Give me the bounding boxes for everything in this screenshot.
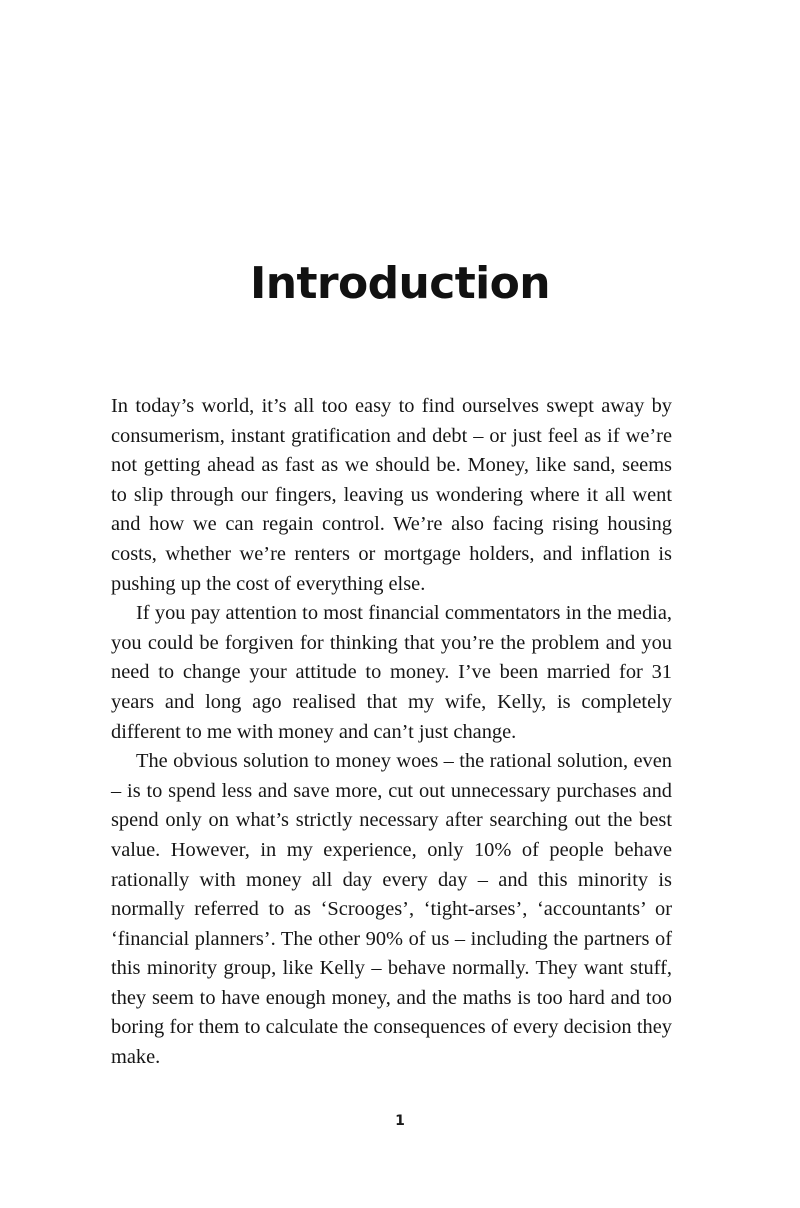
- page-number: 1: [395, 1113, 405, 1129]
- body-paragraph: The obvious solution to money woes – the rational solution, even – is to spend less and save more, cut out unnecessary purchases and spend only on what’s strictly necessary after searching out the best value. However, in my experience, only 10% of people behave rationally with money all day every day – and this minority is normally referred to as ‘Scrooges’, ‘tight-arses’, ‘accountants’ or ‘financial planners’. The other 90% of us – including the partners of this minority group, like Kelly – behave normally. They want stuff, they seem to have enough money, and the maths is too hard and too boring for them to calculate the consequences of every decision they make.: [111, 750, 672, 1069]
- body-paragraph: In today’s world, it’s all too easy to find ourselves swept away by consumerism, instant gratification and debt – or just feel as if we’re not getting ahead as fast as we should be. Money, like sand, seems to slip through our fingers, leaving us wondering where it all went and how we can regain control. We’re also facing rising housing costs, whether we’re renters or mortgage holders, and inflation is pushing up the cost of everything else.: [111, 395, 672, 595]
- page-title: Introduction: [249, 258, 551, 309]
- body-text-block: [111, 392, 672, 1073]
- body-paragraph: If you pay attention to most financial commentators in the media, you could be forgiven for thinking that you’re the problem and you need to change your attitude to money. I’ve been married for 31 years and long ago realised that my wife, Kelly, is completely different to me with money and can’t just change.: [111, 602, 672, 743]
